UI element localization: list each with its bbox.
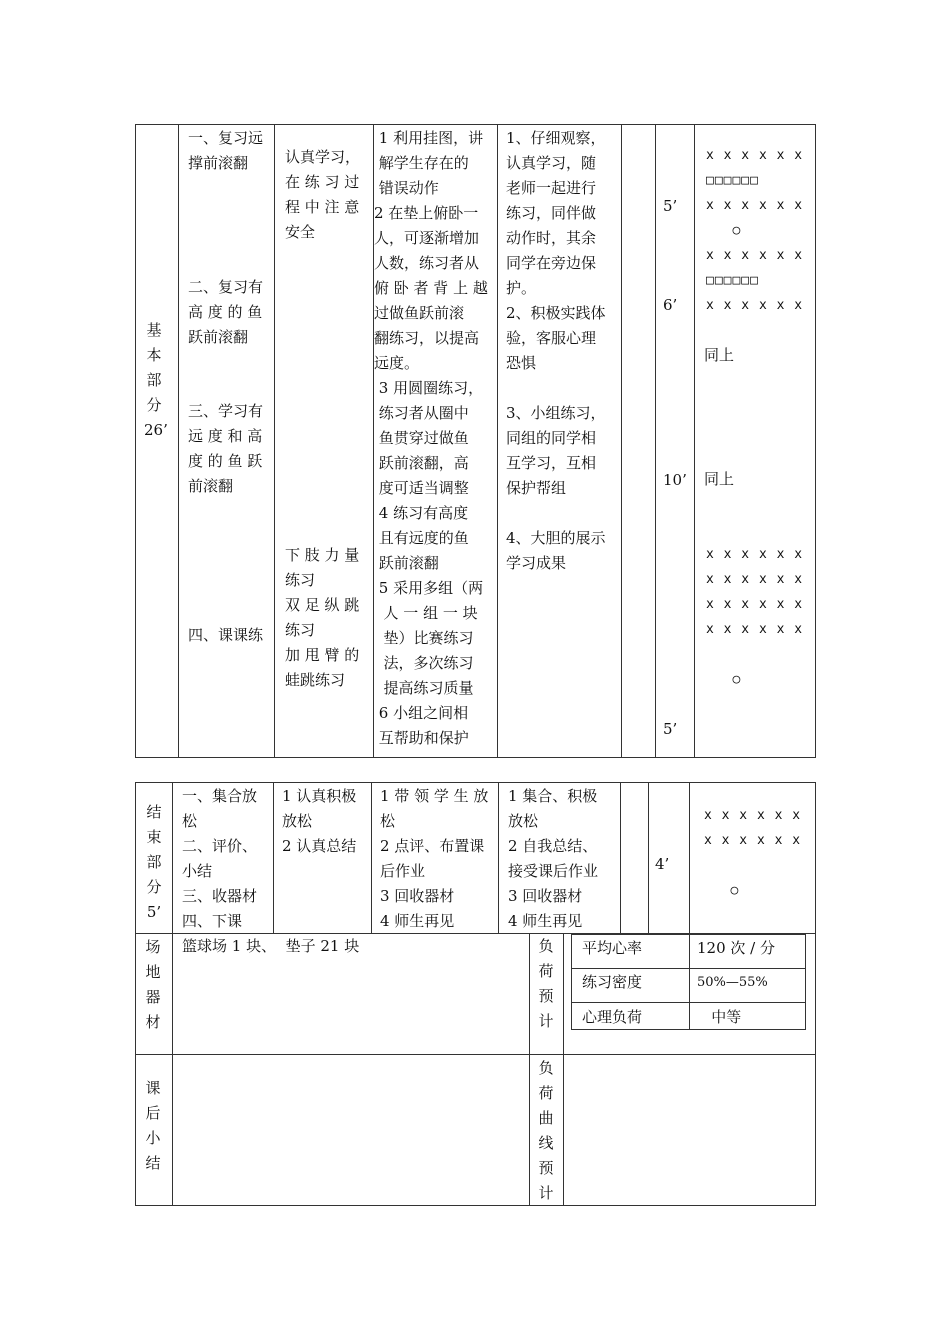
basic-requirement-1: 认真学习， 在 练 习 过 程 中 注 意 安全 (285, 148, 361, 241)
ending-formation: x x x x x x x x x x x x ○ (704, 808, 802, 898)
basic-content-3: 三、学习有 远 度 和 高 度 的 鱼 跃 前滚翻 (188, 402, 264, 495)
load-row-name: 平均心率 (582, 939, 643, 957)
basic-formation-2: x x x x x x x x x x x x x x x x x x x x x x x x ○ (706, 547, 804, 687)
basic-time-1: 5’ (663, 197, 678, 215)
load-row-value: 50%—55% (697, 975, 768, 990)
ending-time: 4’ (655, 855, 670, 873)
basic-requirement-2: 下 肢 力 量 练习 双 足 纵 跳 练习 加 甩 臂 的 蛙跳练习 (285, 546, 360, 689)
basic-content-4: 四、课课练 (188, 626, 264, 644)
load-row-value: 中等 (697, 1008, 742, 1026)
load-label: 负 荷 预 计 (538, 937, 554, 1030)
ending-section-label: 结 束 部 分 5’ (146, 803, 162, 921)
ending-teacher-activity: 1 带 领 学 生 放 松 2 点评、布置课 后作业 3 回收器材 4 师生再见 (380, 787, 489, 930)
basic-content-1: 一、复习远 撑前滚翻 (188, 129, 264, 172)
basic-student-activity: 1、仔细观察， 认真学习，随 老师一起进行 练习，同伴做 动作时，其余 同学在旁边保 护。 2、积极实践体 验，客服心理 恐惧 3、小组练习， 同组的同学相 互学习，互相 保护帮组 4、大胆的展示 学习成果 (506, 129, 606, 572)
load-row-name: 练习密度 (582, 973, 643, 991)
load-row-name: 心理负荷 (582, 1008, 643, 1026)
summary-label: 课 后 小 结 (145, 1079, 161, 1172)
venue-text: 篮球场 1 块、 垫子 21 块 (182, 937, 360, 955)
basic-formation-same-1: 同上 (704, 346, 735, 364)
load-row-value: 120 次 / 分 (697, 939, 775, 957)
basic-section-label: 基 本 部 分 26’ (144, 321, 168, 439)
ending-student-activity: 1 集合、积极 放松 2 自我总结、 接受课后作业 3 回收器材 4 师生再见 (508, 787, 599, 930)
basic-formation-1: x x x x x x □□□□□□ x x x x x x ○ x x x x x x □□□□□□ x x x x x x (706, 148, 804, 313)
basic-time-2: 6’ (663, 296, 678, 314)
basic-time-3: 10’ (663, 471, 687, 489)
ending-requirements: 1 认真积极 放松 2 认真总结 (282, 787, 357, 855)
basic-time-4: 5’ (663, 720, 678, 738)
load-curve-label: 负 荷 曲 线 预 计 (538, 1059, 554, 1202)
basic-formation-same-2: 同上 (704, 470, 735, 488)
venue-label: 场 地 器 材 (145, 938, 161, 1031)
basic-teacher-activity: 1 利用挂图，讲 解学生存在的 错误动作 2 在垫上俯卧一 人，可逐渐增加 人数，练习者从 俯 卧 者 背 上 越 过做鱼跃前滚 翻练习，以提高 远度。 3 用圆圈练习， 练习者从圈中 鱼贯穿过做鱼 跃前滚翻，高 度可适当调整 4 练习有高度 且有远度的鱼 跃前滚翻 5 采用多组（两 人 一 组 一 块 垫）比赛练习 法，多次练习 提高练习质量 6 小组之间相 互帮助和保护 (374, 129, 488, 747)
basic-content-2: 二、复习有 高 度 的 鱼 跃前滚翻 (188, 278, 264, 346)
ending-content: 一、集合放 松 二、评价、 小结 三、收器材 四、下课 (182, 787, 258, 930)
